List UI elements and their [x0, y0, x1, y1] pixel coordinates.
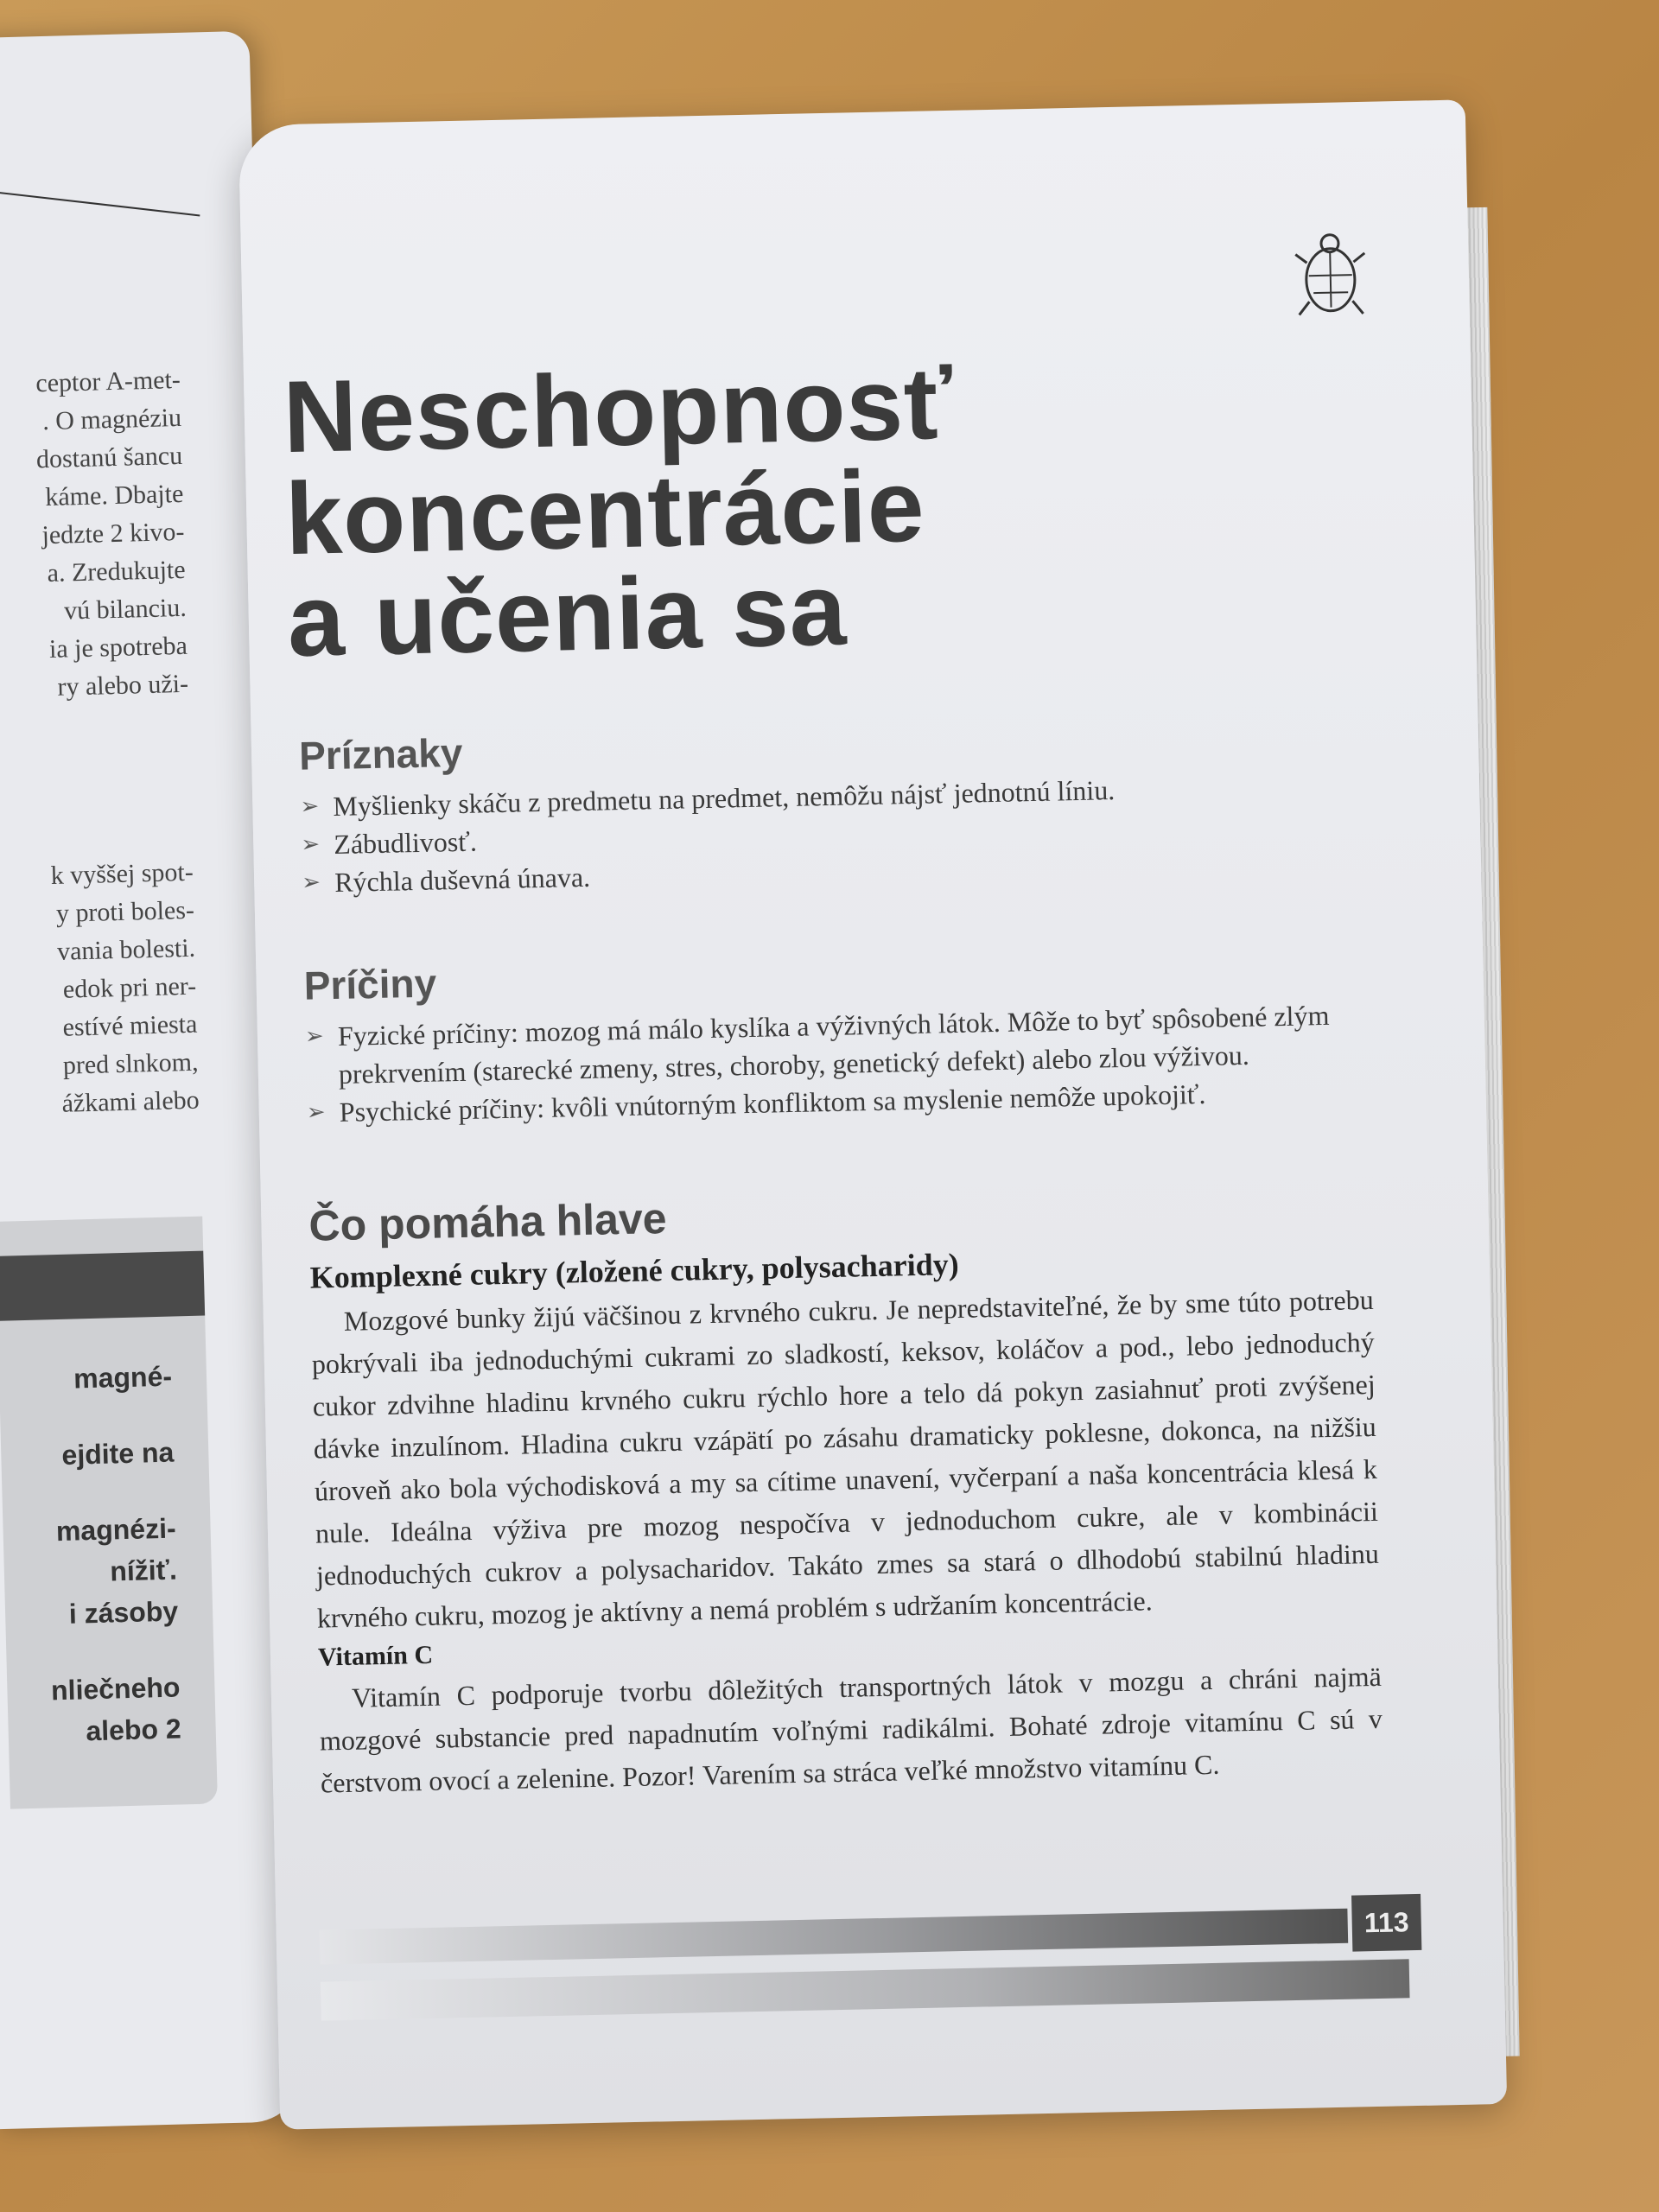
symptom-item: ➢ Myšlienky skáču z predmetu na predmet, nemôžu nájsť jednotnú líniu. — [300, 766, 1363, 826]
cause-item: ➢ Psychické príčiny: kvôli vnútorným konfliktom sa myslenie nemôže upokojiť. — [306, 1071, 1370, 1132]
left-line: dostanú šancu — [35, 441, 183, 474]
left-box-line: alebo 2 — [85, 1713, 182, 1747]
page-number: 113 — [1351, 1894, 1421, 1952]
chapter-title — [282, 344, 1360, 679]
symptoms-heading: Príznaky — [298, 729, 463, 779]
left-line: káme. Dbajte — [44, 479, 184, 512]
left-line: k vyššej spot- — [50, 857, 194, 891]
left-box-line: nížiť. — [109, 1554, 178, 1587]
left-box-line: ejdite na — [61, 1436, 175, 1471]
footer-bar-lower — [321, 1959, 1410, 2020]
left-line: ceptor A-met- — [35, 365, 181, 398]
left-box-header-bar — [0, 1251, 205, 1321]
left-box-text — [0, 1356, 181, 1754]
cause-item: ➢ Fyzické príčiny: mozog má málo kyslíka a výživných látok. Môže to byť spôsobené zlým prekrvením (starecké zmeny, stres, choroby, genetický defekt) alebo zlou výživou. — [305, 995, 1370, 1094]
left-box-line: magnézi- — [55, 1512, 177, 1548]
right-page — [238, 99, 1507, 2129]
vitamin-c-subheading: Vitamín C — [317, 1640, 434, 1672]
left-page-text-top — [0, 361, 189, 709]
left-line: ry alebo uži- — [57, 669, 189, 702]
left-line: ážkami alebo — [61, 1085, 200, 1118]
left-line: . O magnéziu — [41, 403, 182, 436]
title-line: Neschopnosť — [282, 346, 955, 475]
left-line: vania bolesti. — [56, 933, 196, 966]
symptoms-list — [300, 766, 1364, 902]
symptom-item: ➢ Rýchla duševná únava. — [302, 842, 1365, 902]
left-box-line: i zásoby — [68, 1595, 179, 1630]
left-line: edok pri ner- — [62, 971, 197, 1004]
left-line: ia je spotreba — [48, 631, 188, 664]
causes-heading: Príčiny — [303, 960, 437, 1008]
left-page-text-mid — [0, 854, 200, 1125]
vitamin-c-paragraph: Vitamín C podporuje tvorbu dôležitých transportných látok v mozgu a chráni najmä mozgové substancie pred napadnutím voľnými radikálmi. Bohaté zdroje vitamínu C sú v čerstvom ovocí a zelenine. Pozor! Varením sa stráca veľké množstvo vitamínu C. — [319, 1660, 1383, 1799]
complex-sugars-paragraph: Mozgové bunky žijú väčšinou z krvného cukru. Je nepredstaviteľné, že by sme túto potrebu pokrývali iba jednoduchými cukrami zo sladkostí, keksov, koláčov a pod., lebo jednoduchý cukor zdvihne hladinu krvného cukru rýchlo hore a telo dá pokyn zasiahnuť proti zvýšenej dávke inzulínom. Hladina cukru vzápätí po zásahu dramaticky poklesne, dokonca, na nižšiu úroveň ako bola východisková a my sa cítime unavení, vyčerpaní a naša koncentrácia klesá k nule. Ideálna výživa pre mozog nespočíva v jednoduchom cukre, ale v kombinácii jednoduchých cukrov a polysacharidov. Takáto zmes sa stará o dlhodobú stabilnú hladinu krvného cukru, mozog je aktívny a nemá problém s udržaním koncentrácie. — [311, 1283, 1380, 1634]
title-line: a učenia sa — [286, 552, 849, 679]
causes-list — [305, 995, 1370, 1132]
complex-sugars-subheading: Komplexné cukry (zložené cukry, polysacharidy) — [309, 1246, 960, 1295]
left-page-rule — [0, 189, 200, 216]
left-line: y proti boles- — [55, 895, 195, 928]
left-line: pred slnkom, — [62, 1047, 199, 1080]
title-line: koncentrácie — [284, 448, 926, 577]
left-line: jedzte 2 kivo- — [41, 517, 185, 550]
page-content — [282, 240, 1383, 1804]
left-line: a. Zredukujte — [47, 555, 186, 588]
left-box-line: magné- — [73, 1360, 173, 1395]
symptom-item: ➢ Zábudlivosť. — [301, 804, 1364, 864]
left-box-line: nliečneho — [50, 1671, 181, 1707]
left-line: estívé miesta — [62, 1009, 198, 1042]
left-line: vú bilanciu. — [63, 593, 188, 626]
help-heading: Čo pomáha hlave — [308, 1194, 668, 1250]
left-page-sidebar-box — [0, 1217, 218, 1809]
footer-bar — [320, 1909, 1349, 1965]
